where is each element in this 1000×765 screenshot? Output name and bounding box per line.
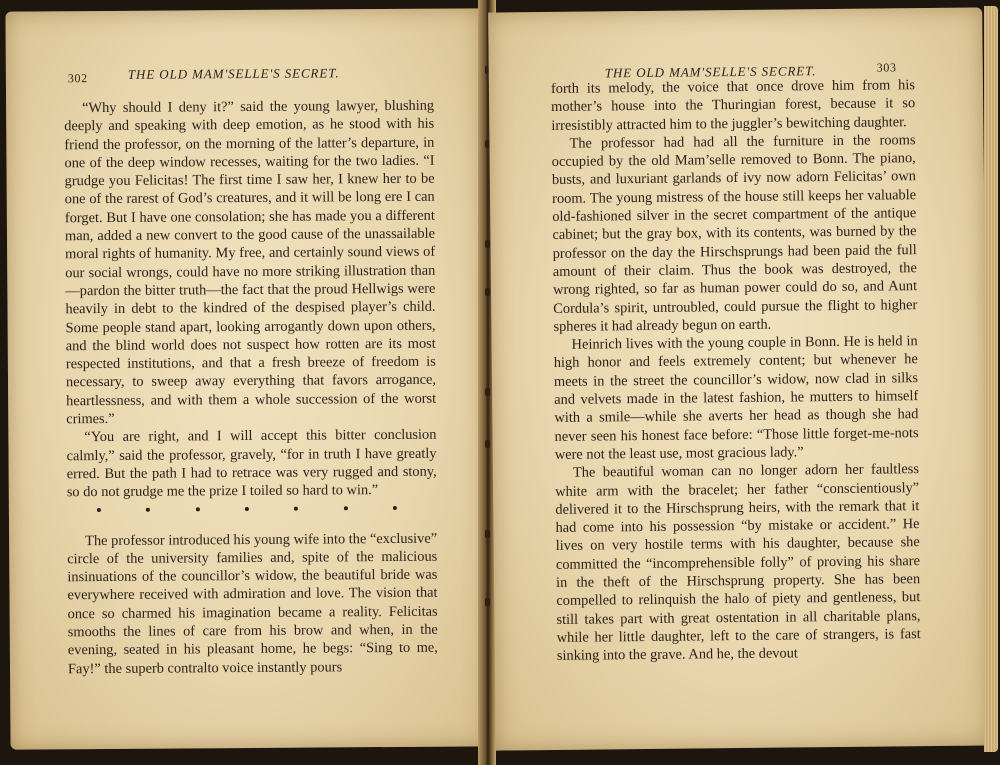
paragraph: forth its melody, the voice that once drove him from his mother’s house into the Thuringian forest, because it so irresistibly attracted him to the juggler’s bewitching daughter. bbox=[550, 77, 916, 134]
left-page bbox=[5, 8, 486, 749]
binding-stitch bbox=[485, 440, 490, 448]
dot bbox=[294, 506, 298, 510]
paragraph: The beautiful woman can no longer adorn her faultless white arm with the bracelet; her father “conscientiously” delivered it to the Hirschsprung heirs, with the remark that it had come into his possession “by mistake or accident.” He lives on very hostile terms with his daughter, because she committed the “incomprehensible folly” of proving his share in the theft of the Hirschsprung property. She has been compelled to relinquish the halo of piety and gentleness, but still takes part with great ostentation in all charitable plans, while her little daughter, left to the care of strangers, is fast sinking into the grave. And he, the devout bbox=[555, 461, 921, 665]
right-page bbox=[488, 7, 990, 750]
left-running-title: THE OLD MAM'SELLE'S SECRET. bbox=[127, 65, 340, 82]
paragraph: The professor introduced his young wife into the “exclusive” circle of the university families and, spite of the malicious insinuations of the councillor’s widow, the beautiful bride was everywhere received with admiration and love. The vision that once so charmed his imagination became a reality. Felicitas smooths the lines of care from his brow and when, in the evening, seated in his pleasant home, he begs: “Sing to me, Fay!” the superb contralto voice instantly pours bbox=[67, 530, 438, 677]
paragraph: The professor had had all the furniture in the rooms occupied by the old Mam’selle removed to Bonn. The piano, busts, and luxuriant garlands of ivy now adorn Felicitas’ own room. The young mistress of the house still keeps her valuable old-fashioned silver in the secret compartment of the antique cabinet; but the gray box, with its contents, was burned by the professor on the day the Hirschsprungs had been paid the full amount of their claim. Thus the book was destroyed, the wrong righted, so far as human power could do so, and Aunt Cordula’s spirit, untroubled, could pursue the flight to higher spheres it had already begun on earth. bbox=[551, 132, 918, 335]
right-page-number: 303 bbox=[876, 60, 897, 75]
left-page-number: 302 bbox=[67, 71, 88, 86]
binding-stitch bbox=[485, 598, 490, 606]
dot bbox=[146, 507, 150, 511]
page-block-edge bbox=[984, 6, 998, 752]
section-break-dots bbox=[97, 505, 397, 521]
binding-stitch bbox=[485, 240, 490, 248]
dot bbox=[344, 506, 348, 510]
binding-stitch bbox=[485, 388, 490, 396]
dot bbox=[245, 507, 249, 511]
binding-stitch bbox=[485, 530, 490, 538]
dot bbox=[196, 507, 200, 511]
right-running-title: THE OLD MAM'SELLE'S SECRET. bbox=[604, 63, 817, 81]
paragraph: “Why should I deny it?” said the young lawyer, blushing deeply and speaking with deep emotion, as he stood with his friend the professor, on the morning of the latter’s departure, in one of the deep window recesses, waiting for the two ladies. “I grudge you Felicitas! The first time I saw her, I knew her to be one of the rarest of God’s creatures, and it will be long ere I can forget. But I have one consolation; she has made you a different man, added a new convert to the good cause of the unassailable moral rights of humanity. My free, and certainly sound views of our social wrongs, could have no more striking illustration than—pardon the bitter truth—the fact that the proud Hellwigs were heavily in debt to the kindred of the despised player’s child. Some people stand apart, looking arrogantly down upon others, and the blind world does not suspect how rotten are its most respected institutions, and that a fresh breeze of freedom is necessary, to sweep away everything that favors arrogance, heartlessness, and with them a whole succession of the worst crimes.” bbox=[64, 97, 437, 428]
paragraph: “You are right, and I will accept this bitter conclusion calmly,” said the professor, gravely, “for in truth I have greatly erred. But the path I had to retrace was very rugged and stony, so do not grudge me the prize I toiled so hard to win.” bbox=[66, 427, 437, 501]
dot bbox=[97, 508, 101, 512]
dot bbox=[393, 505, 397, 509]
right-page-text bbox=[551, 76, 921, 665]
left-page-text bbox=[64, 97, 438, 678]
left-running-head bbox=[6, 64, 482, 89]
paragraph: Heinrich lives with the young couple in Bonn. He is held in high honor and feels extremely content; but whenever he meets in the street the councillor’s widow, now clad in silks and velvets made in the latest fashion, he mutters to himself with a smile—while she averts her head as though she had never seen his honest face before: “Those little forget-me-nots were not the least use, most gracious lady.” bbox=[553, 333, 919, 463]
binding-stitch bbox=[485, 288, 490, 296]
